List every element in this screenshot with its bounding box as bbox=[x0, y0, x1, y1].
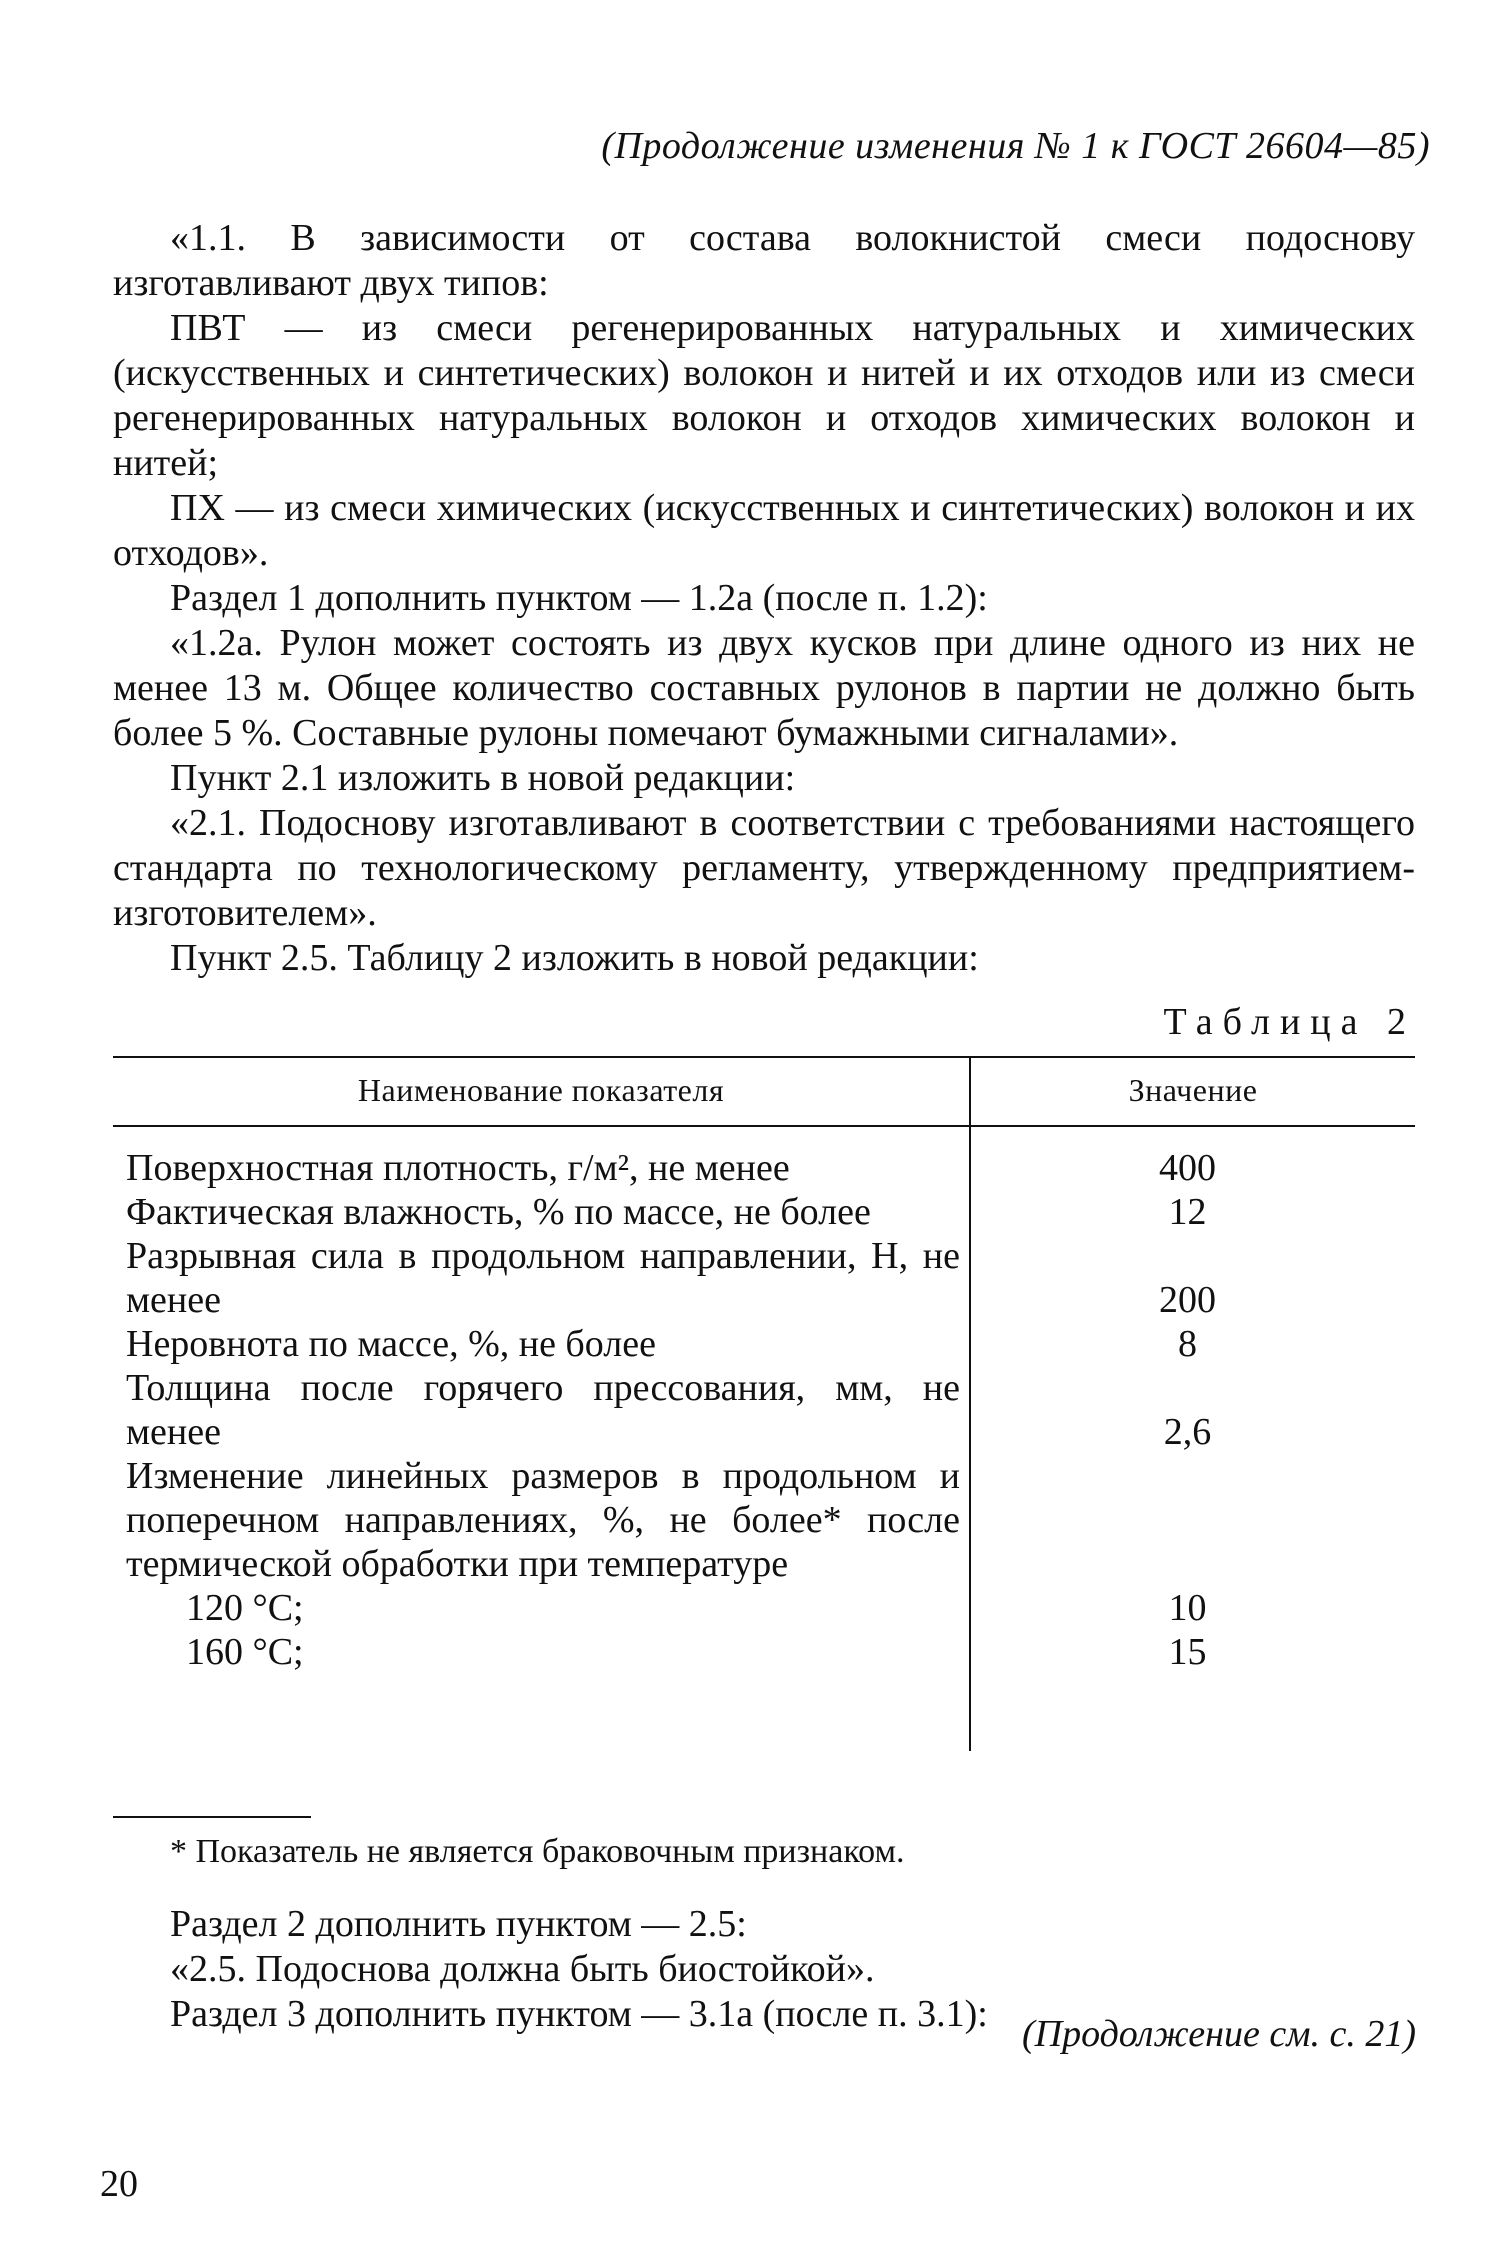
row-name: Разрывная сила в продольном направлении, Н, не менее bbox=[126, 1235, 960, 1321]
row-name: 120 °С; bbox=[186, 1587, 304, 1629]
paragraph: ПВТ — из смеси регенерированных натуральных и химических (искусственных и синтетических) волокон и нитей и их отходов или из смеси регенерированных натуральных волокон и отходов химических волокон и нитей; bbox=[113, 307, 1415, 484]
paragraph: Раздел 1 дополнить пунктом — 1.2а (после п. 1.2): bbox=[170, 577, 988, 619]
table-caption: Таблица 2 bbox=[1163, 1001, 1416, 1043]
row-value: 400 bbox=[1159, 1147, 1216, 1189]
row-value: 200 bbox=[1159, 1279, 1216, 1321]
paragraph: «2.5. Подоснова должна быть биостойкой». bbox=[170, 1948, 875, 1990]
row-value: 10 bbox=[1168, 1587, 1207, 1629]
table-row bbox=[126, 1234, 1415, 1322]
body-text bbox=[113, 216, 1415, 981]
row-name: Поверхностная плотность, г/м², не менее bbox=[126, 1147, 790, 1189]
row-name: Фактическая влажность, % по массе, не более bbox=[126, 1191, 871, 1233]
row-value: 2,6 bbox=[1163, 1411, 1212, 1453]
paragraph: Пункт 2.5. Таблицу 2 изложить в новой редакции: bbox=[170, 937, 979, 979]
paragraph: Пункт 2.1 изложить в новой редакции: bbox=[170, 757, 796, 799]
table-row bbox=[126, 1586, 1415, 1630]
table-row bbox=[126, 1454, 1415, 1586]
paragraph: Раздел 2 дополнить пунктом — 2.5: bbox=[170, 1903, 747, 1945]
paragraph: «1.1. В зависимости от состава волокнистой смеси подоснову изготавливают двух типов: bbox=[113, 217, 1415, 304]
page-number: 20 bbox=[100, 2163, 138, 2205]
table-row bbox=[126, 1146, 1415, 1190]
table-row bbox=[126, 1630, 1415, 1674]
paragraph: ПХ — из смеси химических (искусственных и синтетических) волокон и их отходов». bbox=[113, 487, 1415, 574]
table-header-rule bbox=[113, 1125, 1415, 1127]
footnote: * Показатель не является браковочным признаком. bbox=[170, 1833, 905, 1870]
table-row bbox=[126, 1322, 1415, 1366]
row-value: 12 bbox=[1168, 1191, 1207, 1233]
row-value: 15 bbox=[1168, 1631, 1207, 1673]
row-name: Толщина после горячего прессования, мм, не менее bbox=[126, 1367, 960, 1453]
table-row bbox=[126, 1366, 1415, 1454]
table-body bbox=[126, 1146, 1415, 1674]
table-row bbox=[126, 1190, 1415, 1234]
row-value bbox=[960, 1454, 1415, 1586]
footnote-rule bbox=[113, 1816, 311, 1818]
paragraph: «2.1. Подоснову изготавливают в соответствии с требованиями настоящего стандарта по технологическому регламенту, утвержденному предприятием-изготовителем». bbox=[113, 802, 1415, 934]
table-header-name: Наименование показателя bbox=[357, 1072, 725, 1108]
continuation-note: (Продолжение см. с. 21) bbox=[1021, 2013, 1416, 2055]
row-name: Изменение линейных размеров в продольном и поперечном направлениях, %, не более* после термической обработки при температуре bbox=[126, 1455, 960, 1585]
table-header-value: Значение bbox=[1128, 1072, 1258, 1108]
page-header: (Продолжение изменения № 1 к ГОСТ 26604—85) bbox=[601, 125, 1430, 167]
paragraph: «1.2а. Рулон может состоять из двух кусков при длине одного из них не менее 13 м. Общее количество составных рулонов в партии не должно быть более 5 %. Составные рулоны помечают бумажными сигналами». bbox=[113, 622, 1415, 754]
row-name: Неровнота по массе, %, не более bbox=[126, 1323, 656, 1365]
row-value: 8 bbox=[1178, 1323, 1197, 1365]
row-name: 160 °С; bbox=[186, 1631, 304, 1673]
paragraph: Раздел 3 дополнить пунктом — 3.1а (после п. 3.1): bbox=[170, 1993, 988, 2035]
